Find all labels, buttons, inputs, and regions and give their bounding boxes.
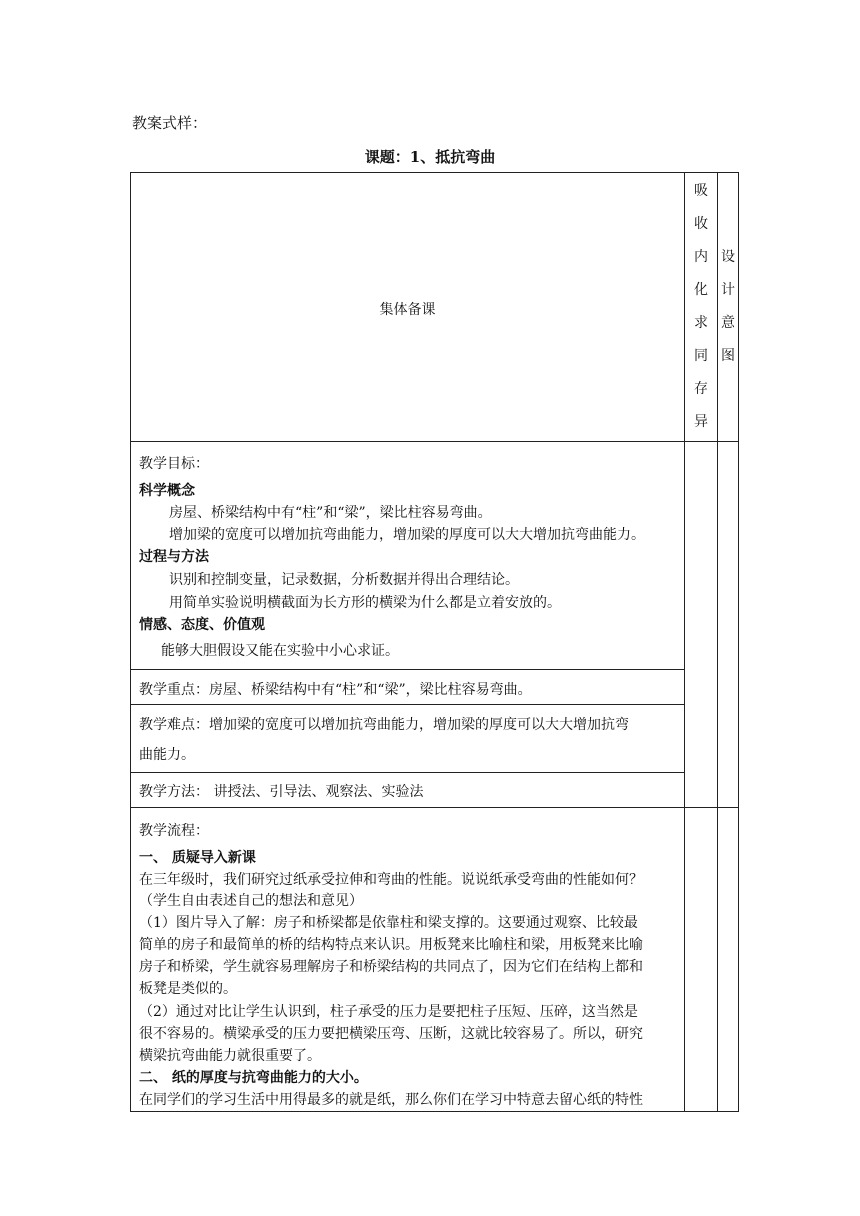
absorb-notes-cell bbox=[684, 441, 718, 808]
process-cell bbox=[130, 807, 685, 1112]
method-text: 教学方法： 讲授法、引导法、观察法、实验法 bbox=[139, 784, 424, 800]
process-paragraph: 横梁抗弯曲能力就很重要了。 bbox=[139, 1048, 321, 1064]
process-method-line: 识别和控制变量，记录数据，分析数据并得出合理结论。 bbox=[169, 572, 519, 588]
key-point-text: 教学重点：房屋、桥梁结构中有“柱”和“梁”，梁比柱容易弯曲。 bbox=[139, 682, 532, 698]
page-label: 教案式样： bbox=[132, 114, 208, 132]
step2-title: 二、 纸的厚度与抗弯曲能力的大小。 bbox=[139, 1070, 368, 1086]
collective-prep-label: 集体备课 bbox=[379, 302, 436, 318]
process-method-line: 用简单实验说明横截面为长方形的横梁为什么都是立着安放的。 bbox=[169, 595, 561, 611]
process-paragraph: 在三年级时，我们研究过纸承受拉伸和弯曲的性能。说说纸承受弯曲的性能如何？ bbox=[139, 872, 643, 888]
design-process-cell bbox=[717, 807, 739, 1112]
process-paragraph: 在同学们的学习生活中用得最多的就是纸，那么你们在学习中特意去留心纸的特性 bbox=[139, 1092, 643, 1108]
science-concept-line: 房屋、桥梁结构中有“柱”和“梁”，梁比柱容易弯曲。 bbox=[169, 505, 492, 521]
process-paragraph: （2）通过对比让学生认识到，柱子承受的压力是要把柱子压短、压碎，这当然是 bbox=[139, 1004, 638, 1020]
process-paragraph: 很不容易的。横梁承受的压力要把横梁压弯、压断，这就比较容易了。所以，研究 bbox=[139, 1026, 643, 1042]
difficulty-text: 曲能力。 bbox=[139, 747, 195, 763]
attitude-line: 能够大胆假设又能在实验中小心求证。 bbox=[161, 643, 399, 659]
absorb-header-text: 吸 收 内 化 求 同 存 异 bbox=[694, 183, 708, 430]
process-paragraph: 简单的房子和最简单的桥的结构特点来认识。用板凳来比喻柱和梁，用板凳来比喻 bbox=[139, 937, 643, 953]
attitude-title: 情感、态度、价值观 bbox=[139, 617, 265, 633]
design-notes-cell bbox=[717, 441, 739, 808]
step1-title: 一、 质疑导入新课 bbox=[139, 850, 256, 866]
process-method-title: 过程与方法 bbox=[139, 549, 209, 565]
absorb-header-cell bbox=[684, 172, 718, 442]
method-cell bbox=[130, 772, 685, 808]
collective-prep-cell bbox=[130, 172, 685, 442]
lesson-title: 课题：1、抵抗弯曲 bbox=[364, 148, 496, 166]
science-concept-line: 增加梁的宽度可以增加抗弯曲能力，增加梁的厚度可以大大增加抗弯曲能力。 bbox=[169, 527, 645, 543]
process-paragraph: 板凳是类似的。 bbox=[139, 981, 237, 997]
objectives-heading: 教学目标： bbox=[139, 456, 209, 472]
lesson-plan-table bbox=[130, 172, 739, 1112]
science-concept-title: 科学概念 bbox=[139, 483, 195, 499]
process-paragraph: （1）图片导入了解：房子和桥梁都是依靠柱和梁支撑的。这要通过观察、比较最 bbox=[139, 915, 638, 931]
difficulty-text: 教学难点：增加梁的宽度可以增加抗弯曲能力，增加梁的厚度可以大大增加抗弯 bbox=[139, 717, 629, 733]
design-header-text: 设 计 意 图 bbox=[721, 249, 735, 364]
process-paragraph: （学生自由表述自己的想法和意见） bbox=[139, 893, 363, 909]
objectives-cell bbox=[130, 441, 685, 670]
process-heading: 教学流程： bbox=[139, 823, 209, 839]
process-paragraph: 房子和桥梁，学生就容易理解房子和桥梁结构的共同点了，因为它们在结构上都和 bbox=[139, 959, 643, 975]
difficulty-cell bbox=[130, 704, 685, 773]
absorb-process-cell bbox=[684, 807, 718, 1112]
key-point-cell bbox=[130, 669, 685, 705]
design-header-cell bbox=[717, 172, 739, 442]
